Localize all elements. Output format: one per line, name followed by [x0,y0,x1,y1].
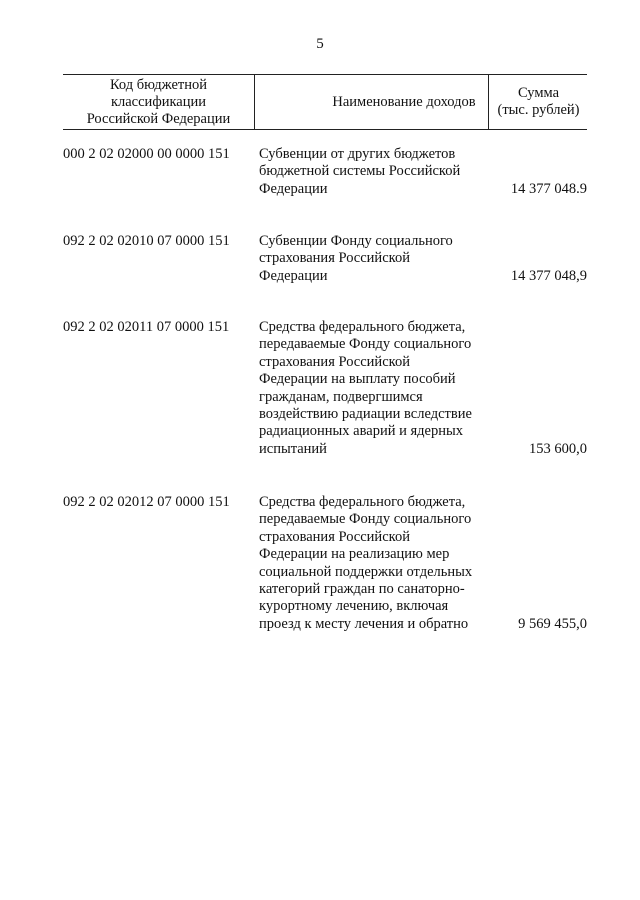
row-code: 092 2 02 02012 07 0000 151 [63,494,230,510]
header-sum-line: Сумма [517,85,560,101]
row-name-line: страхования Российской [259,353,410,370]
row-name [259,494,491,633]
row-name-line: Федерации на выплату пособий [259,371,456,388]
row-name-line: категорий граждан по санаторно- [259,581,465,598]
row-name [259,319,491,458]
table-row [63,233,587,293]
row-sum: 14 377 048,9 [510,267,587,284]
header-code-line: классификации [110,93,207,110]
header-code-line: Код бюджетной [109,76,207,93]
row-name-line: бюджетной системы Российской [259,163,461,180]
row-code: 092 2 02 02011 07 0000 151 [63,319,230,335]
table-header [63,74,587,130]
row-name-line: курортному лечению, включая [259,598,449,615]
row-name-line: Средства федерального бюджета, [259,494,466,510]
row-name-line: гражданам, подвергшимся [259,388,423,405]
row-name-line: страхования Российской [259,250,410,267]
row-code: 092 2 02 02010 07 0000 151 [63,233,230,249]
revenue-table [63,74,587,632]
row-name-line: Федерации на реализацию мер [259,546,450,563]
row-code: 000 2 02 02000 00 0000 151 [63,146,230,162]
row-name-line: Субвенции Фонду социального [259,233,453,249]
row-sum: 14 377 048.9 [510,180,587,197]
row-name-line: Федерации [259,267,328,284]
row-name-line: проезд к месту лечения и обратно [259,615,469,632]
row-sum: 9 569 455,0 [518,615,587,632]
row-sum: 153 600,0 [529,440,587,457]
row-name-line: передаваемые Фонду социального [259,511,472,528]
row-name-line: социальной поддержки отдельных [259,563,473,580]
table-row [63,494,587,639]
row-name-line: передаваемые Фонду социального [259,336,472,353]
row-name-line: Субвенции от других бюджетов [259,146,456,162]
header-sum [488,75,588,129]
row-name [259,146,491,198]
row-name-line: страхования Российской [259,528,410,545]
header-sum-line: (тыс. рублей) [497,102,580,118]
table-row [63,319,587,464]
table-row [63,146,587,206]
header-code [63,75,254,129]
row-name-line: испытаний [259,440,327,457]
row-name [259,233,491,285]
header-code-line: Российской Федерации [86,110,231,127]
row-name-line: Федерации [259,180,328,197]
row-name-line: воздействию радиации вследствие [259,406,472,423]
page-number: 5 [316,36,324,52]
header-name-text: Наименование доходов [332,93,476,110]
row-name-line: Средства федерального бюджета, [259,319,466,335]
row-name-line: радиационных аварий и ядерных [259,423,463,440]
